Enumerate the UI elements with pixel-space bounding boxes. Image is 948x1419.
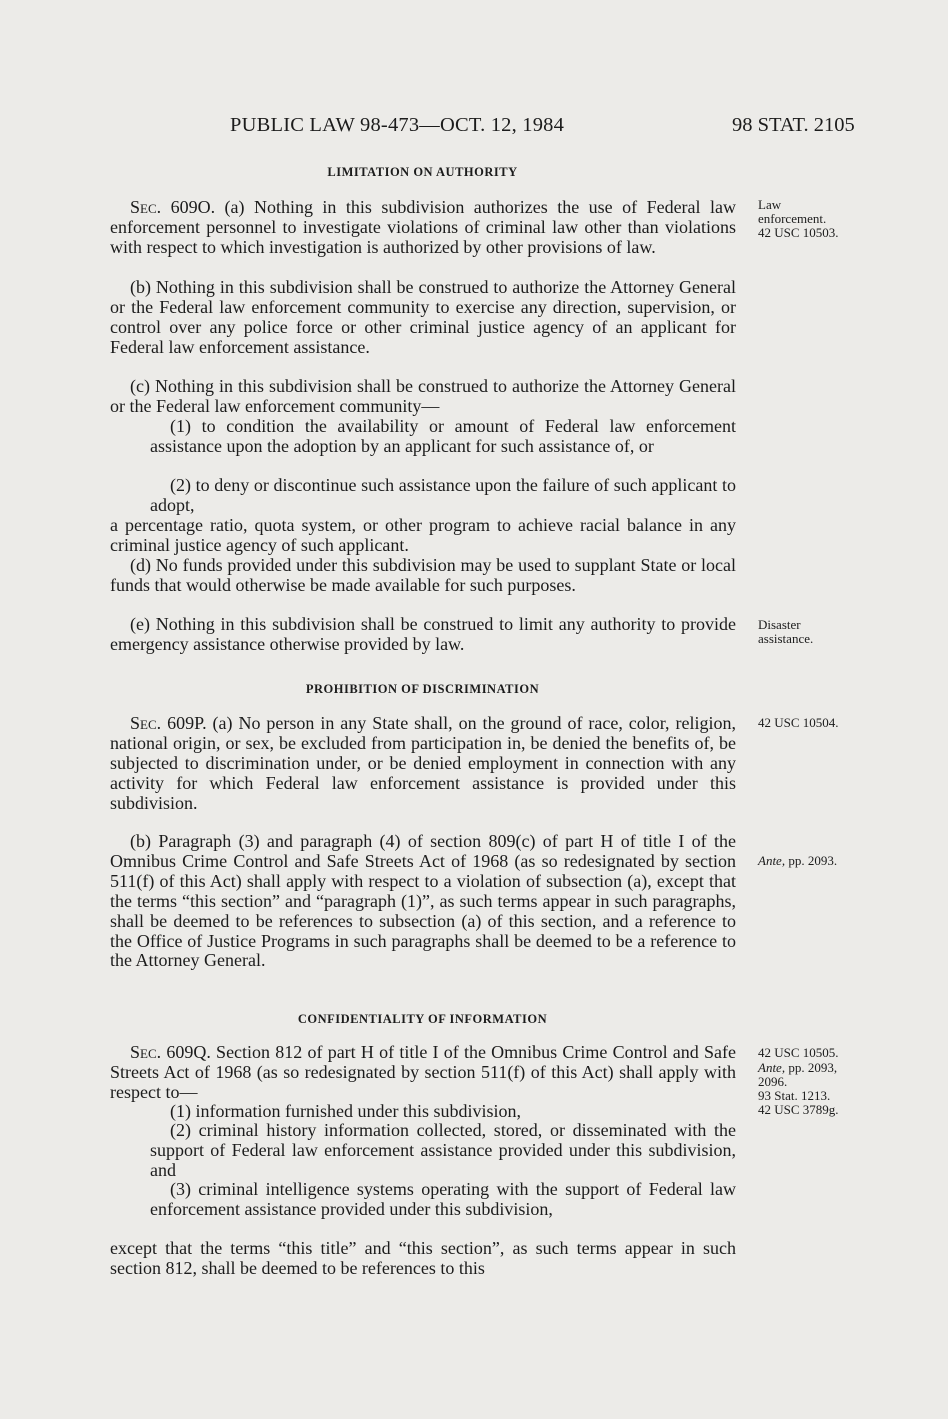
section-heading-discrimination: PROHIBITION OF DISCRIMINATION bbox=[305, 682, 540, 696]
paragraph-609o-c2: (2) to deny or discontinue such assistance upon the failure of such applicant to adopt, bbox=[150, 475, 736, 515]
margin-note-ante-2093-2096 bbox=[758, 1061, 938, 1117]
paragraph-609p-a bbox=[110, 714, 736, 814]
margin-note-42-usc-10505: 42 USC 10505. bbox=[758, 1045, 839, 1060]
paragraph-609o-a-text: 609O. (a) Nothing in this subdivision authorizes the use of Federal law enforcement personnel to investigate violations of criminal law other than violations with respect to which investigation is authorized by other provisions of law. bbox=[110, 197, 736, 257]
paragraph-609q bbox=[110, 1043, 736, 1103]
running-head bbox=[0, 114, 948, 144]
sec-abbrev: Sec. bbox=[130, 713, 162, 733]
paragraph-609q-3: (3) criminal intelligence systems operating with the support of Federal law enforcement assistance provided under this subdivision, bbox=[150, 1179, 736, 1219]
margin-note-ante-2093 bbox=[758, 854, 938, 868]
stat-page-number: 98 STAT. 2105 bbox=[732, 114, 855, 136]
section-heading-confidentiality: CONFIDENTIALITY OF INFORMATION bbox=[297, 1012, 548, 1026]
paragraph-609p-a-text: 609P. (a) No person in any State shall, on the ground of race, color, religion, national origin, or sex, be excluded from participation in, be denied the benefits of, be subjected to discrimination under, or be denied employment in connection with any activity for which Federal law enforcement assistance is provided under this subdivision. bbox=[110, 713, 736, 813]
section-heading-limitation: LIMITATION ON AUTHORITY bbox=[327, 165, 518, 179]
paragraph-609q-text: 609Q. Section 812 of part H of title I of the Omnibus Crime Control and Safe Streets Act of 1968 (as so redesignated by section 511(f) of this Act) shall apply with respect to— bbox=[110, 1042, 736, 1102]
paragraph-609o-d: (d) No funds provided under this subdivision may be used to supplant State or local funds that would otherwise be made available for such purposes. bbox=[110, 555, 736, 595]
sec-abbrev: Sec. bbox=[130, 197, 162, 217]
paragraph-609q-tail: except that the terms “this title” and “this section”, as such terms appear in such section 812, shall be deemed to be references to this bbox=[110, 1238, 736, 1278]
paragraph-609o-c: (c) Nothing in this subdivision shall be construed to authorize the Attorney General or the Federal law enforcement community— bbox=[110, 376, 736, 416]
ante-italic: Ante, bbox=[758, 1060, 786, 1075]
ante-pages: pp. 2093. bbox=[785, 853, 838, 868]
sec-abbrev: Sec. bbox=[130, 1042, 162, 1062]
paragraph-609o-c1: (1) to condition the availability or amount of Federal law enforcement assistance upon the adoption by an applicant for such assistance of, or bbox=[150, 416, 736, 456]
margin-note-42-usc-10504: 42 USC 10504. bbox=[758, 715, 839, 730]
ante-italic: Ante, bbox=[758, 853, 786, 868]
ante-pages-and-citations: pp. 2093, 2096. 93 Stat. 1213. 42 USC 3789g. bbox=[758, 1060, 839, 1117]
paragraph-609o-a bbox=[110, 198, 736, 258]
paragraph-609o-b: (b) Nothing in this subdivision shall be construed to authorize the Attorney General or the Federal law enforcement community to exercise any direction, supervision, or control over any police force or other criminal justice agency of an applicant for Federal law enforcement assistance. bbox=[110, 277, 736, 357]
paragraph-609p-b: (b) Paragraph (3) and paragraph (4) of section 809(c) of part H of title I of the Omnibus Crime Control and Safe Streets Act of 1968 (as so redesignated by section 511(f) of this Act) shall apply with respect to a violation of subsection (a), except that the terms “this section” and “paragraph (1)”, as such terms appear in such paragraphs, shall be deemed to be references to subsection (a) of this section, and a reference to the Office of Justice Programs in such paragraphs shall be deemed to be a reference to the Attorney General. bbox=[110, 831, 736, 971]
public-law-title: PUBLIC LAW 98-473—OCT. 12, 1984 bbox=[230, 114, 565, 136]
margin-note-law-enforcement: Law enforcement. 42 USC 10503. bbox=[758, 197, 839, 240]
paragraph-609o-e: (e) Nothing in this subdivision shall be construed to limit any authority to provide emergency assistance otherwise provided by law. bbox=[110, 614, 736, 654]
paragraph-609q-1: (1) information furnished under this subdivision, bbox=[170, 1101, 521, 1121]
paragraph-609q-2: (2) criminal history information collected, stored, or disseminated with the support of Federal law enforcement assistance provided under this subdivision, and bbox=[150, 1120, 736, 1180]
margin-note-disaster-assistance: Disaster assistance. bbox=[758, 617, 814, 646]
paragraph-609o-c-tail: a percentage ratio, quota system, or other program to achieve racial balance in any criminal justice agency of such applicant. bbox=[110, 515, 736, 555]
